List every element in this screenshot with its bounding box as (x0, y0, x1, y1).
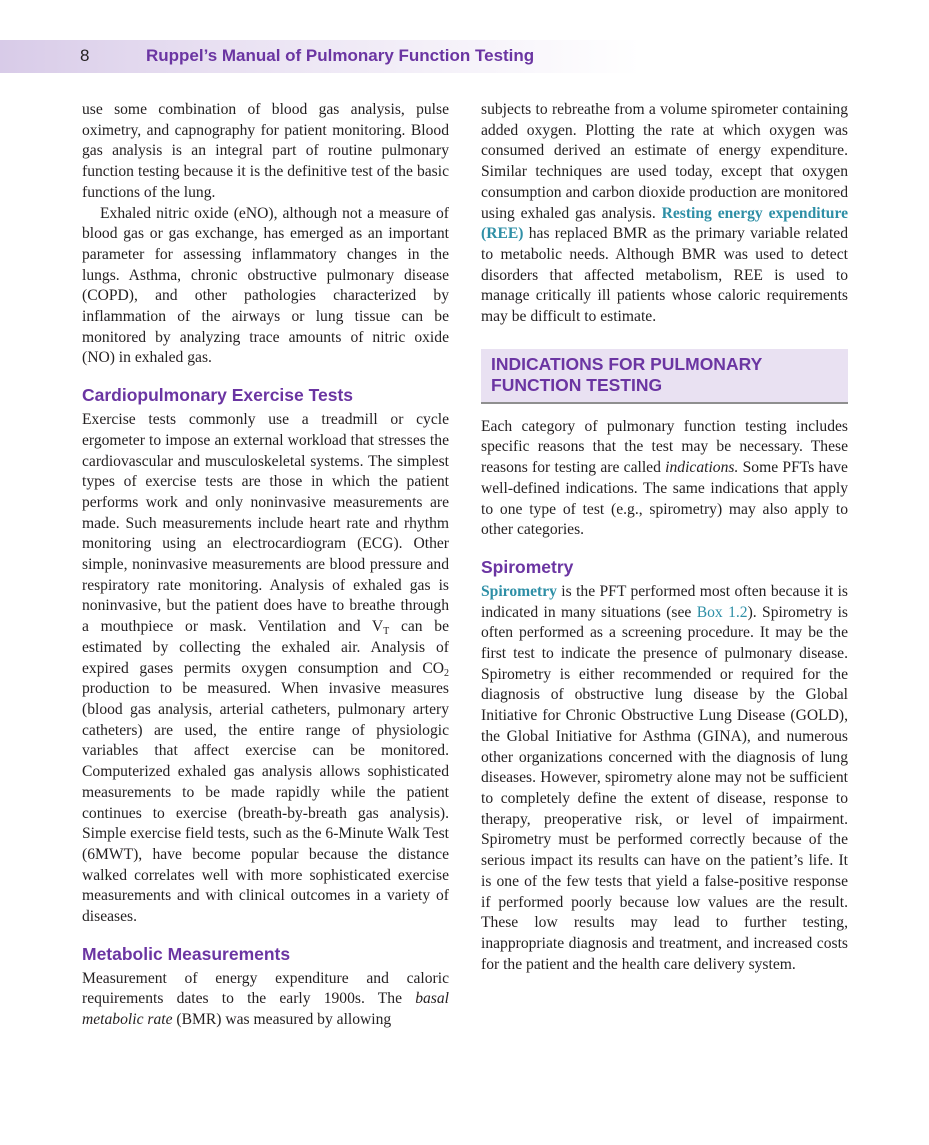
section-metabolic (82, 943, 449, 1031)
box-heading-indications: INDICATIONS FOR PULMONARY FUNCTION TESTING (481, 349, 848, 404)
page-number: 8 (80, 46, 90, 65)
paragraph-blood-gas: use some combination of blood gas analysis, pulse oximetry, and capnography for patient monitoring. Blood gas analysis is an integral part of routine pulmonary function testing because it is the definitive test of the basic functions of the lung. (82, 101, 449, 201)
heading-metabolic-measurements: Metabolic Measurements (82, 943, 291, 964)
key-term-ree: Resting energy expenditure (REE) (481, 204, 848, 243)
key-term-spirometry: Spirometry (481, 582, 557, 600)
section-cardiopulmonary (82, 384, 449, 928)
paragraph-indications: Each category of pulmonary function testing includes specific reasons that the test may be necessary. These reasons for testing are called indications. Some PFTs have well-defined indications. The same indications that apply to one type of test (e.g., spirometry) may also apply to other categories. (481, 417, 848, 539)
heading-cardiopulmonary-exercise-tests: Cardiopulmonary Exercise Tests (82, 385, 354, 406)
paragraph-resting-energy-expenditure: subjects to rebreathe from a volume spirometer containing added oxygen. Plotting the rate at which oxygen was consumed derived an estimate of energy expenditure. Similar techniques are used today, except that oxygen consumption and carbon dioxide production are monitored using exhaled gas analysis. Resting energy expenditure (REE) has replaced BMR as the primary variable related to metabolic needs. Although BMR was used to detect disorders that affected metabolism, REE is used to manage critically ill patients whose caloric requirements may be difficult to estimate. (481, 101, 848, 326)
paragraph-spirometry: Spirometry is the PFT performed most often because it is indicated in many situations (see Box 1.2). Spirometry is often performed as a screening procedure. It may be the first test to indicate the presence of pulmonary disease. Spirometry is either recommended or required for the diagnosis of obstructive lung disease by the Global Initiative for Chronic Obstructive Lung Disease (GOLD), the Global Initiative for Asthma (GINA), and numerous other organizations concerned with the diagnosis of lung diseases. However, spirometry alone may not be sufficient to completely define the extent of disease, response to therapy, preoperative risk, or level of impairment. Spirometry must be performed correctly because of the serious impact its results can have on the patient’s life. It is one of the few tests that yield a false-positive response if performed poorly because low values are the result. These low results may lead to further testing, inappropriate diagnosis and treatment, and increased costs for the patient and the health care delivery system. (481, 582, 848, 973)
heading-spirometry: Spirometry (481, 556, 574, 577)
paragraph-exercise-tests: Exercise tests commonly use a treadmill or cycle ergometer to impose an external workload that stresses the cardiovascular and musculoskeletal systems. The simplest types of exercise tests are those in which the patient performs work and only noninvasive measurements are made. Such measurements include heart rate and rhythm monitoring using an electrocardiogram (ECG). Other simple, noninvasive measurements are blood pressure and respiratory rate monitoring. Analysis of exhaled gas is noninvasive, but the patient does have to breathe through a mouthpiece or mask. Ventilation and $V_T$ can be estimated by collecting the exhaled air. Analysis of expired gases permits oxygen consumption and $CO_2$ production to be measured. When invasive measures (blood gas analysis, arterial catheters, pulmonary artery catheters) are used, the entire range of physiologic variables that affect exercise can be monitored. Computerized exhaled gas analysis allows sophisticated measurements to be made rapidly while the patient continues to exercise (breath-by-breath gas analysis). Simple exercise field tests, such as the 6-Minute Walk Test (6MWT), have become popular because the distance walked correlates well with more sophisticated exercise measurements and with clinical outcomes in a variety of diseases. (82, 411, 449, 926)
paragraph-metabolic: Measurement of energy expenditure and caloric requirements dates to the early 1900s. The basal metabolic rate (BMR) was measured by allowing (82, 969, 449, 1029)
left-column (82, 100, 449, 1031)
paragraph-exhaled-nitric-oxide: Exhaled nitric oxide (eNO), although not a measure of blood gas or gas exchange, has emerged as an important parameter for assessing inflammatory changes in the lungs. Asthma, chronic obstructive pulmonary disease (COPD), and other pathologies characterized by inflammation of the airways or lung tissue can be monitored by analyzing trace amounts of nitric oxide (NO) in exhaled gas. (82, 204, 449, 367)
running-head-title: Ruppel’s Manual of Pulmonary Function Testing (146, 46, 535, 65)
section-spirometry (481, 556, 848, 975)
box-1-2-link[interactable]: Box 1.2 (696, 603, 748, 621)
right-column (481, 100, 848, 975)
